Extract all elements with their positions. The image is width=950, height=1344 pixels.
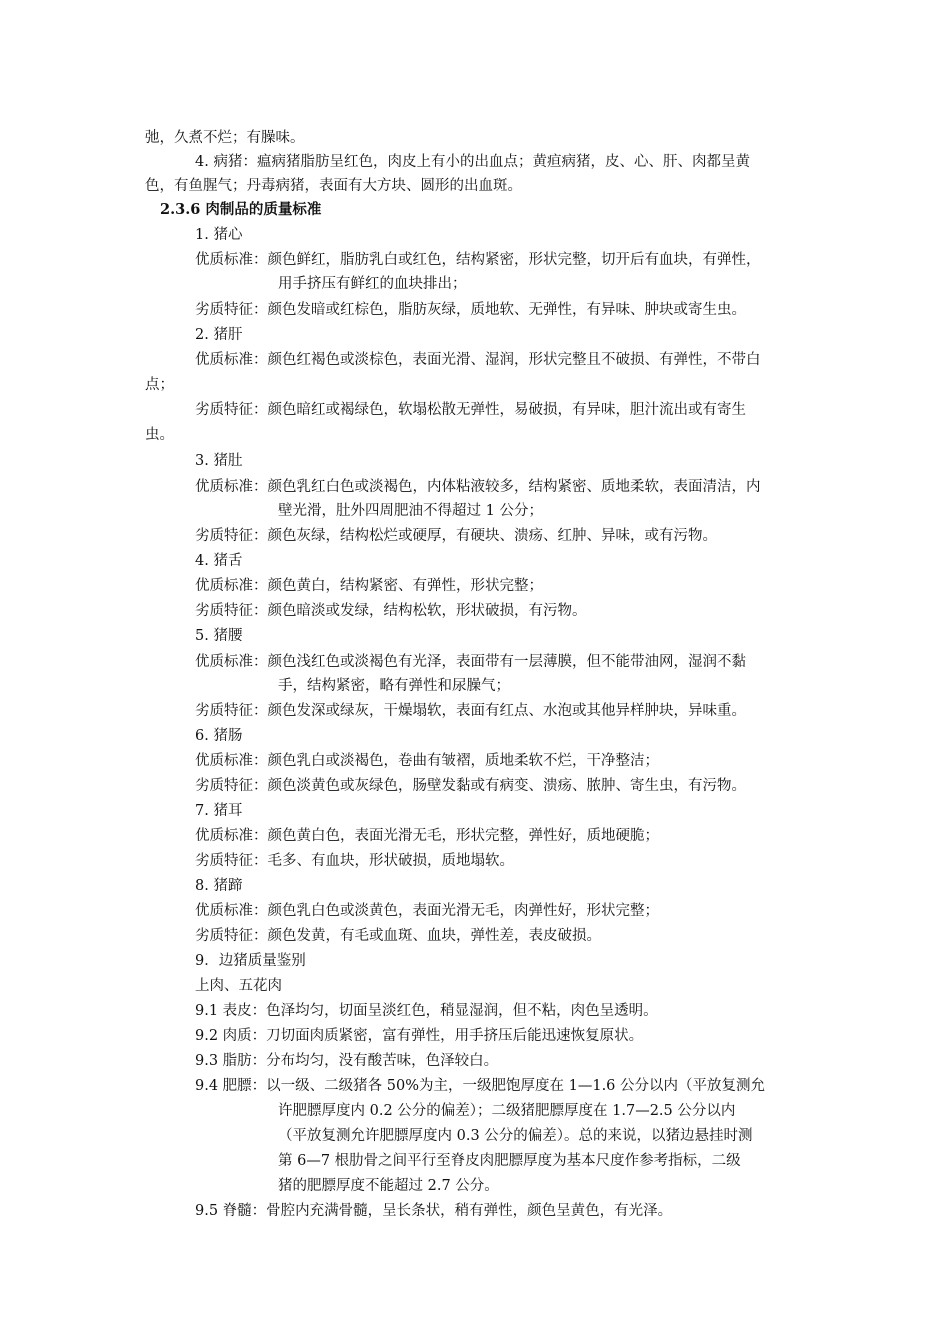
text-line: 弛，久煮不烂；有臊味。: [145, 130, 305, 146]
text-line: 点；: [145, 377, 174, 393]
text-line: （平放复测允许肥膘厚度内 0.3 公分的偏差）。总的来说，以猪边悬挂时测: [278, 1128, 753, 1144]
text-line: 劣质特征：颜色发暗或红棕色，脂肪灰绿，质地软、无弹性，有异味、肿块或寄生虫。: [195, 302, 746, 318]
text-line: 壁光滑，肚外四周肥油不得超过 1 公分；: [278, 503, 543, 519]
text-line: 优质标准：颜色黄白，结构紧密、有弹性，形状完整；: [195, 578, 543, 594]
text-line: 第 6—7 根肋骨之间平行至脊皮肉肥膘厚度为基本尺度作参考指标，二级: [278, 1153, 741, 1169]
text-line: 许肥膘厚度内 0.2 公分的偏差）；二级猪肥膘厚度在 1.7—2.5 公分以内: [278, 1103, 736, 1119]
text-line: 优质标准：颜色黄白色，表面光滑无毛，形状完整，弹性好，质地硬脆；: [195, 828, 659, 844]
item-heading: 1. 猪心: [195, 227, 243, 243]
text-line: 劣质特征：颜色灰绿，结构松烂或硬厚，有硬块、溃疡、红肿、异味，或有污物。: [195, 528, 717, 544]
text-line: 劣质特征：颜色暗红或褐绿色，软塌松散无弹性，易破损，有异味，胆汁流出或有寄生: [195, 402, 746, 418]
text-line: 色，有鱼腥气；丹毒病猪，表面有大方块、圆形的出血斑。: [145, 178, 522, 194]
text-line: 优质标准：颜色鲜红，脂肪乳白或红色，结构紧密，形状完整，切开后有血块，有弹性，: [195, 252, 761, 268]
text-line: 4. 病猪：瘟病猪脂肪呈红色，肉皮上有小的出血点；黄疸病猪，皮、心、肝、肉都呈黄: [195, 154, 750, 170]
item-heading: 7. 猪耳: [195, 803, 243, 819]
text-line: 劣质特征：毛多、有血块，形状破损，质地塌软。: [195, 853, 514, 869]
text-line: 9.5 脊髓：骨腔内充满骨髓，呈长条状，稍有弹性，颜色呈黄色，有光泽。: [195, 1203, 673, 1219]
text-line: 劣质特征：颜色暗淡或发绿，结构松软，形状破损，有污物。: [195, 603, 587, 619]
item-heading: 2. 猪肝: [195, 327, 243, 343]
text-line: 9.4 肥膘：以一级、二级猪各 50%为主，一级肥饱厚度在 1—1.6 公分以内（平放复测允: [195, 1078, 766, 1094]
text-line: 9.1 表皮：色泽均匀，切面呈淡红色，稍显湿润，但不粘，肉色呈透明。: [195, 1003, 658, 1019]
item-heading: 9．边猪质量鉴别: [195, 953, 306, 969]
text-line: 手，结构紧密，略有弹性和尿臊气；: [278, 678, 510, 694]
item-heading: 8. 猪蹄: [195, 878, 243, 894]
item-heading: 3. 猪肚: [195, 453, 243, 469]
text-line: 猪的肥膘厚度不能超过 2.7 公分。: [278, 1178, 499, 1194]
item-heading: 4. 猪舌: [195, 553, 243, 569]
item-heading: 6. 猪肠: [195, 728, 243, 744]
text-line: 劣质特征：颜色淡黄色或灰绿色，肠壁发黏或有病变、溃疡、脓肿、寄生虫，有污物。: [195, 778, 746, 794]
text-line: 优质标准：颜色浅红色或淡褐色有光泽，表面带有一层薄膜，但不能带油网，湿润不黏: [195, 654, 746, 670]
text-line: 优质标准：颜色红褐色或淡棕色，表面光滑、湿润，形状完整且不破损、有弹性，不带白: [195, 352, 761, 368]
text-line: 优质标准：颜色乳白色或淡黄色，表面光滑无毛，肉弹性好，形状完整；: [195, 903, 659, 919]
item-heading: 5. 猪腰: [195, 628, 243, 644]
text-line: 9.2 肉质：刀切面肉质紧密，富有弹性，用手挤压后能迅速恢复原状。: [195, 1028, 644, 1044]
text-line: 劣质特征：颜色发深或绿灰，干燥塌软，表面有红点、水泡或其他异样肿块，异味重。: [195, 703, 746, 719]
text-line: 优质标准：颜色乳红白色或淡褐色，内体粘液较多，结构紧密、质地柔软，表面清洁，内: [195, 479, 761, 495]
text-line: 优质标准：颜色乳白或淡褐色，卷曲有皱褶，质地柔软不烂，干净整洁；: [195, 753, 659, 769]
section-heading: 2.3.6 肉制品的质量标准: [160, 201, 322, 218]
text-line: 劣质特征：颜色发黄，有毛或血斑、血块，弹性差，表皮破损。: [195, 928, 601, 944]
text-line: 上肉、五花肉: [195, 978, 282, 994]
text-line: 虫。: [145, 427, 174, 443]
text-line: 用手挤压有鲜红的血块排出；: [278, 276, 467, 292]
text-line: 9.3 脂肪：分布均匀，没有酸苦味，色泽较白。: [195, 1053, 499, 1069]
